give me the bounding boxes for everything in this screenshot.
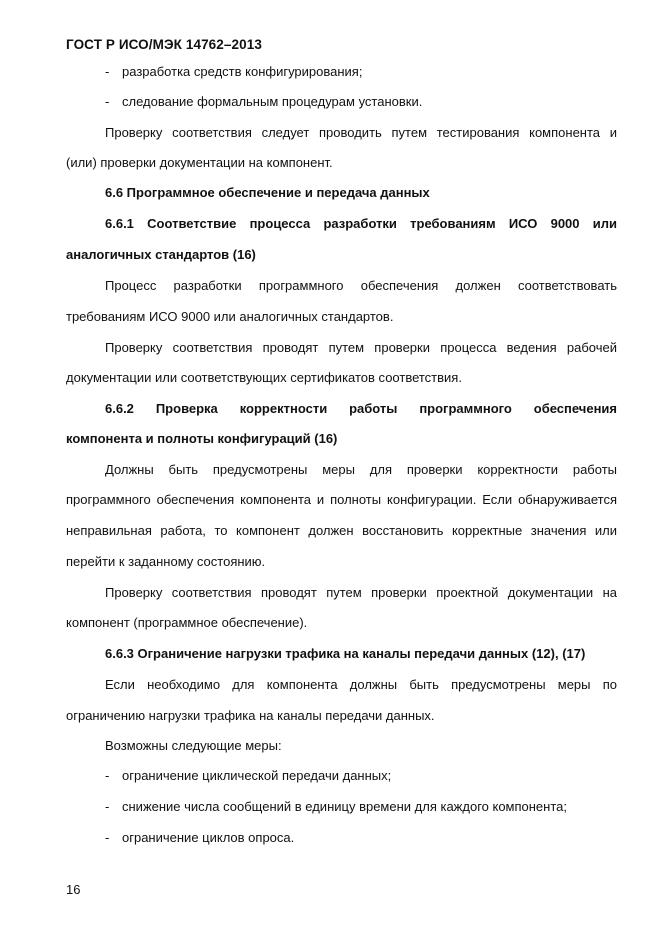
page-header: ГОСТ Р ИСО/МЭК 14762–2013 [66, 37, 262, 52]
paragraph-line: Проверку соответствия следует проводить путем тестирования компонента и [105, 125, 617, 140]
bullet-dash: - [105, 830, 110, 845]
paragraph-line: программного обеспечения компонента и полноты конфигурации. Если обнаруживается [66, 492, 617, 507]
subsection-heading: 6.6.2 Проверка корректности работы программного обеспечения [105, 401, 617, 416]
bullet-item: снижение числа сообщений в единицу времени для каждого компонента; [122, 799, 567, 814]
paragraph-line: документации или соответствующих сертификатов соответствия. [66, 370, 462, 385]
paragraph-line: требованиям ИСО 9000 или аналогичных стандартов. [66, 309, 394, 324]
bullet-item: следование формальным процедурам установки. [122, 94, 423, 109]
page-number: 16 [66, 882, 81, 897]
paragraph-line: Процесс разработки программного обеспечения должен соответствовать [105, 278, 617, 293]
bullet-item: ограничение циклической передачи данных; [122, 768, 392, 783]
subsection-heading: компонента и полноты конфигураций (16) [66, 431, 338, 446]
paragraph-line: (или) проверки документации на компонент. [66, 155, 333, 170]
bullet-dash: - [105, 799, 110, 814]
section-heading: 6.6 Программное обеспечение и передача данных [105, 185, 430, 200]
subsection-heading: 6.6.3 Ограничение нагрузки трафика на каналы передачи данных (12), (17) [105, 646, 586, 661]
paragraph-line: Если необходимо для компонента должны быть предусмотрены меры по [105, 677, 617, 692]
bullet-dash: - [105, 94, 110, 109]
bullet-dash: - [105, 64, 110, 79]
paragraph-line: Проверку соответствия проводят путем проверки процесса ведения рабочей [105, 340, 617, 355]
paragraph-line: компонент (программное обеспечение). [66, 615, 308, 630]
subsection-heading: 6.6.1 Соответствие процесса разработки требованиям ИСО 9000 или [105, 216, 617, 231]
paragraph-line: Возможны следующие меры: [105, 738, 282, 753]
bullet-item: ограничение циклов опроса. [122, 830, 295, 845]
subsection-heading: аналогичных стандартов (16) [66, 247, 256, 262]
paragraph-line: неправильная работа, то компонент должен восстановить корректные значения или [66, 523, 617, 538]
paragraph-line: ограничению нагрузки трафика на каналы передачи данных. [66, 708, 435, 723]
paragraph-line: перейти к заданному состоянию. [66, 554, 266, 569]
paragraph-line: Проверку соответствия проводят путем проверки проектной документации на [105, 585, 617, 600]
paragraph-line: Должны быть предусмотрены меры для проверки корректности работы [105, 462, 617, 477]
bullet-item: разработка средств конфигурирования; [122, 64, 363, 79]
bullet-dash: - [105, 768, 110, 783]
